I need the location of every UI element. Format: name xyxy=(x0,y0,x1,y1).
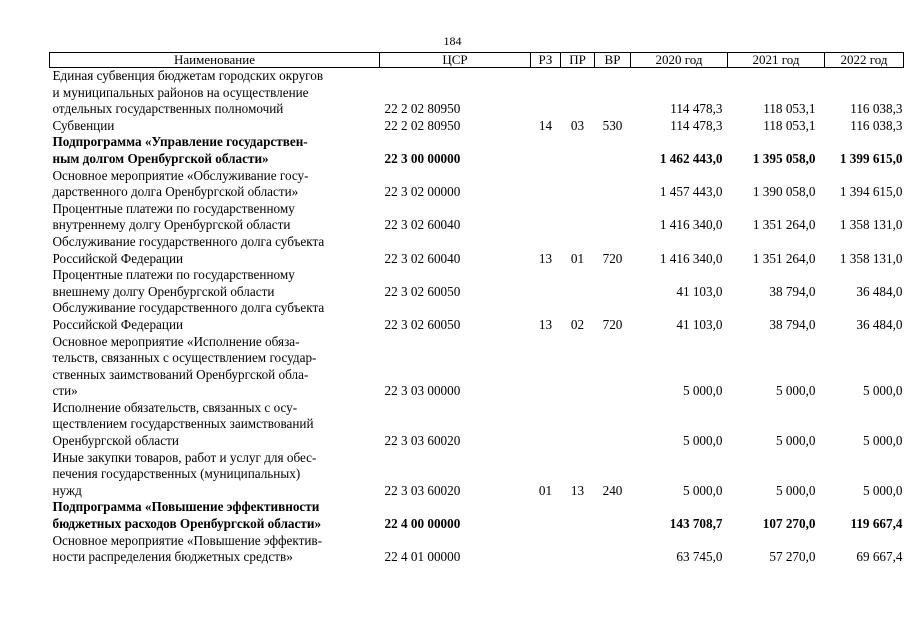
table-row xyxy=(50,234,904,267)
row-name: Единая субвенция бюджетам городских округов и муниципальных районов на осуществление отдельных государственных полномочий xyxy=(52,68,324,117)
row-pr xyxy=(561,168,595,201)
row-pr xyxy=(561,201,595,234)
row-pr xyxy=(561,267,595,300)
row-2020: 63 745,0 xyxy=(676,549,723,565)
row-vr xyxy=(595,68,631,118)
header-2020: 2020 год xyxy=(631,53,728,68)
row-2020: 41 103,0 xyxy=(676,283,723,299)
row-name: Процентные платежи по государственному внутреннему долгу Оренбургской области xyxy=(52,200,295,233)
row-2022: 1 358 131,0 xyxy=(839,217,903,233)
row-vr xyxy=(595,499,631,532)
row-vr xyxy=(595,168,631,201)
row-2022: 5 000,0 xyxy=(862,383,903,399)
row-2021: 1 351 264,0 xyxy=(752,217,816,233)
row-vr: 240 xyxy=(602,482,623,498)
row-csr: 22 3 02 60040 xyxy=(384,250,461,266)
row-rz: 13 xyxy=(538,316,553,332)
row-pr: 01 xyxy=(570,250,585,266)
row-csr: 22 3 02 60050 xyxy=(384,316,461,332)
row-2020: 1 457 443,0 xyxy=(659,184,723,200)
table-header-row xyxy=(50,53,904,68)
row-2022: 1 394 615,0 xyxy=(839,184,903,200)
row-2021: 5 000,0 xyxy=(775,433,816,449)
row-2020: 5 000,0 xyxy=(682,482,723,498)
row-csr: 22 4 00 00000 xyxy=(384,516,461,532)
row-name: Подпрограмма «Повышение эффективности бюджетных расходов Оренбургской области» xyxy=(52,499,322,532)
row-rz xyxy=(531,533,561,566)
table-row xyxy=(50,267,904,300)
row-2022: 36 484,0 xyxy=(856,283,903,299)
row-2020: 5 000,0 xyxy=(682,433,723,449)
row-2022: 1 399 615,0 xyxy=(839,150,903,166)
row-vr xyxy=(595,201,631,234)
row-2021: 118 053,1 xyxy=(763,101,816,117)
row-pr xyxy=(561,533,595,566)
row-2021: 118 053,1 xyxy=(763,117,816,133)
row-csr: 22 2 02 80950 xyxy=(384,117,461,133)
row-vr xyxy=(595,533,631,566)
row-pr xyxy=(561,134,595,167)
row-2021: 1 390 058,0 xyxy=(752,184,816,200)
table-row xyxy=(50,533,904,566)
row-csr: 22 3 02 60050 xyxy=(384,283,461,299)
row-name: Основное мероприятие «Обслуживание госу- дарственного долга Оренбургской области» xyxy=(52,167,309,200)
row-csr: 22 2 02 80950 xyxy=(384,101,461,117)
table-row xyxy=(50,68,904,118)
row-pr xyxy=(561,400,595,450)
row-csr: 22 3 02 60040 xyxy=(384,217,461,233)
row-name: Основное мероприятие «Исполнение обяза- тельств, связанных с осуществлением государ- ственных заимствований Оренбургской обла- сти» xyxy=(52,333,317,399)
row-pr: 02 xyxy=(570,316,585,332)
row-vr xyxy=(595,267,631,300)
row-pr xyxy=(561,334,595,400)
row-name: Иные закупки товаров, работ и услуг для обес- печения государственных (муниципальных) нужд xyxy=(52,449,317,498)
table-row xyxy=(50,400,904,450)
row-rz xyxy=(531,201,561,234)
row-csr: 22 3 03 60020 xyxy=(384,433,461,449)
row-vr xyxy=(595,400,631,450)
row-2022: 116 038,3 xyxy=(850,101,903,117)
row-2020: 5 000,0 xyxy=(682,383,723,399)
row-name: Процентные платежи по государственному внешнему долгу Оренбургской области xyxy=(52,267,295,299)
row-name: Обслуживание государственного долга субъекта Российской Федерации xyxy=(52,233,325,266)
row-2022: 5 000,0 xyxy=(862,433,903,449)
row-csr: 22 3 00 00000 xyxy=(384,150,461,166)
table-body xyxy=(50,68,904,566)
table-row xyxy=(50,334,904,400)
table-row xyxy=(50,450,904,500)
row-pr: 13 xyxy=(570,482,585,498)
row-2021: 38 794,0 xyxy=(769,283,816,299)
header-rz: РЗ xyxy=(531,53,561,68)
row-rz xyxy=(531,400,561,450)
header-name: Наименование xyxy=(50,53,380,68)
row-name: Подпрограмма «Управление государствен- ным долгом Оренбургской области» xyxy=(52,134,308,166)
table-row xyxy=(50,499,904,532)
row-2022: 36 484,0 xyxy=(856,316,903,332)
row-vr xyxy=(595,334,631,400)
row-name: Обслуживание государственного долга субъекта Российской Федерации xyxy=(52,300,325,332)
row-2021: 57 270,0 xyxy=(769,549,816,565)
row-rz xyxy=(531,267,561,300)
header-2022: 2022 год xyxy=(825,53,904,68)
row-name: Исполнение обязательств, связанных с осу- ществлением государственных заимствований Оренбургской области xyxy=(52,399,314,449)
header-csr: ЦСР xyxy=(380,53,531,68)
row-csr: 22 4 01 00000 xyxy=(384,549,461,565)
row-pr xyxy=(561,68,595,118)
row-2021: 5 000,0 xyxy=(775,383,816,399)
row-2021: 5 000,0 xyxy=(775,482,816,498)
row-2022: 69 667,4 xyxy=(856,549,903,565)
row-csr: 22 3 02 00000 xyxy=(384,184,461,200)
table-row xyxy=(50,134,904,167)
row-csr: 22 3 03 00000 xyxy=(384,383,461,399)
row-2020: 114 478,3 xyxy=(670,117,723,133)
row-pr: 03 xyxy=(570,117,585,133)
table-row xyxy=(50,168,904,201)
row-rz: 13 xyxy=(538,250,553,266)
header-pr: ПР xyxy=(561,53,595,68)
row-pr xyxy=(561,499,595,532)
row-2020: 1 416 340,0 xyxy=(659,217,723,233)
row-rz xyxy=(531,68,561,118)
row-2021: 1 395 058,0 xyxy=(752,150,816,166)
row-2022: 116 038,3 xyxy=(850,117,903,133)
row-2020: 114 478,3 xyxy=(670,101,723,117)
row-rz xyxy=(531,499,561,532)
row-2020: 41 103,0 xyxy=(676,316,723,332)
row-2020: 143 708,7 xyxy=(669,516,723,532)
row-2020: 1 462 443,0 xyxy=(659,150,723,166)
row-vr: 720 xyxy=(602,316,623,332)
row-2022: 5 000,0 xyxy=(862,482,903,498)
row-vr xyxy=(595,134,631,167)
row-2022: 119 667,4 xyxy=(850,516,903,532)
row-2021: 38 794,0 xyxy=(769,316,816,332)
row-csr: 22 3 03 60020 xyxy=(384,482,461,498)
row-rz xyxy=(531,168,561,201)
row-rz: 14 xyxy=(538,117,553,133)
row-name: Основное мероприятие «Повышение эффектив- ности распределения бюджетных средств» xyxy=(52,532,323,565)
table-row xyxy=(50,300,904,333)
row-2021: 107 270,0 xyxy=(762,516,816,532)
page-number: 184 xyxy=(443,34,462,48)
header-2021: 2021 год xyxy=(728,53,825,68)
header-vr: ВР xyxy=(595,53,631,68)
table-row xyxy=(50,201,904,234)
row-rz: 01 xyxy=(538,482,553,498)
row-name: Субвенции xyxy=(52,117,115,133)
row-2022: 1 358 131,0 xyxy=(839,250,903,266)
budget-table xyxy=(49,52,904,566)
row-rz xyxy=(531,334,561,400)
row-vr: 720 xyxy=(602,250,623,266)
row-vr: 530 xyxy=(602,117,623,133)
table-row xyxy=(50,118,904,135)
row-rz xyxy=(531,134,561,167)
row-2020: 1 416 340,0 xyxy=(659,250,723,266)
row-2021: 1 351 264,0 xyxy=(752,250,816,266)
